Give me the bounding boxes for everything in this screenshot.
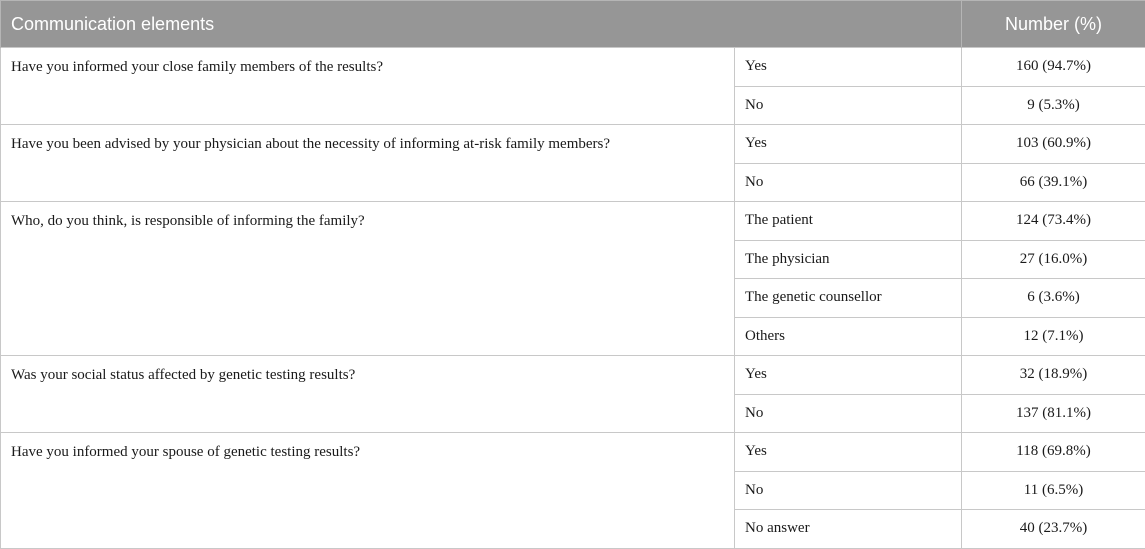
answer-cell: The physician (735, 240, 962, 279)
table-body (1, 48, 1145, 549)
header-row (1, 1, 1145, 48)
number-percent-cell: 118 (69.8%) (962, 433, 1145, 472)
table-row (1, 48, 1145, 87)
header-communication-elements: Communication elements (1, 1, 962, 48)
answer-cell: Yes (735, 125, 962, 164)
number-percent-cell: 11 (6.5%) (962, 471, 1145, 510)
answer-cell: No answer (735, 510, 962, 549)
table-row (1, 202, 1145, 241)
answer-cell: Yes (735, 433, 962, 472)
number-percent-cell: 160 (94.7%) (962, 48, 1145, 87)
number-percent-cell: 9 (5.3%) (962, 86, 1145, 125)
question-cell: Have you been advised by your physician about the necessity of informing at-risk family members? (1, 125, 735, 202)
number-percent-cell: 137 (81.1%) (962, 394, 1145, 433)
answer-cell: Yes (735, 48, 962, 87)
question-cell: Who, do you think, is responsible of informing the family? (1, 202, 735, 356)
table-row (1, 433, 1145, 472)
number-percent-cell: 66 (39.1%) (962, 163, 1145, 202)
answer-cell: Others (735, 317, 962, 356)
answer-cell: The genetic counsellor (735, 279, 962, 318)
number-percent-cell: 124 (73.4%) (962, 202, 1145, 241)
answer-cell: The patient (735, 202, 962, 241)
header-number-percent: Number (%) (962, 1, 1145, 48)
answer-cell: No (735, 471, 962, 510)
answer-cell: No (735, 163, 962, 202)
question-cell: Have you informed your close family members of the results? (1, 48, 735, 125)
question-cell: Was your social status affected by genetic testing results? (1, 356, 735, 433)
table-header (1, 1, 1145, 48)
answer-cell: No (735, 86, 962, 125)
table-row (1, 356, 1145, 395)
number-percent-cell: 27 (16.0%) (962, 240, 1145, 279)
question-cell: Have you informed your spouse of genetic testing results? (1, 433, 735, 549)
number-percent-cell: 6 (3.6%) (962, 279, 1145, 318)
answer-cell: Yes (735, 356, 962, 395)
answer-cell: No (735, 394, 962, 433)
number-percent-cell: 32 (18.9%) (962, 356, 1145, 395)
table-row (1, 125, 1145, 164)
number-percent-cell: 40 (23.7%) (962, 510, 1145, 549)
number-percent-cell: 103 (60.9%) (962, 125, 1145, 164)
number-percent-cell: 12 (7.1%) (962, 317, 1145, 356)
